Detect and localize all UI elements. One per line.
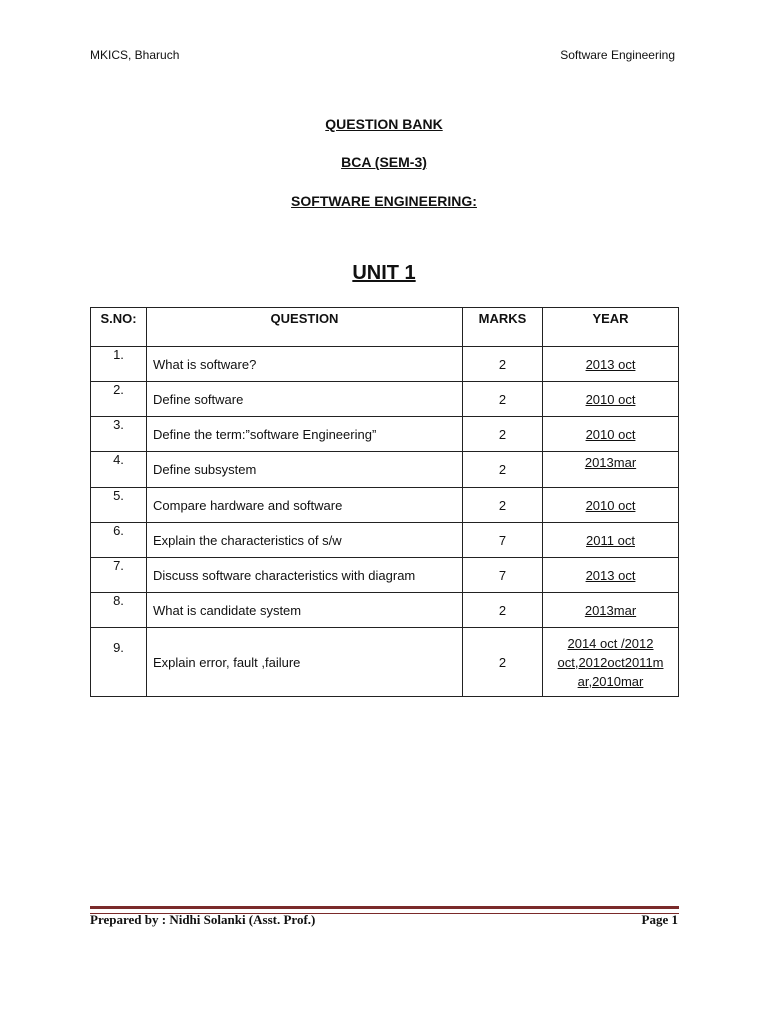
row-marks: 2: [463, 382, 543, 417]
title-question-bank: QUESTION BANK: [325, 116, 443, 132]
table-row: [91, 628, 679, 697]
header-marks: MARKS: [463, 308, 543, 347]
table-row: [91, 382, 679, 417]
table-row: [91, 593, 679, 628]
row-year: 2013 oct: [543, 347, 679, 382]
footer-author: Prepared by : Nidhi Solanki (Asst. Prof.): [90, 912, 316, 927]
row-question: Explain error, fault ,failure: [147, 628, 463, 697]
row-marks: 2: [463, 628, 543, 697]
row-sno: 6.: [91, 523, 147, 558]
title-subject: SOFTWARE ENGINEERING:: [291, 193, 477, 209]
header-question: QUESTION: [147, 308, 463, 347]
table-row: [91, 417, 679, 452]
row-year: 2011 oct: [543, 523, 679, 558]
row-marks: 2: [463, 347, 543, 382]
row-marks: 2: [463, 417, 543, 452]
row-sno: 2.: [91, 382, 147, 417]
row-question: Define the term:”software Engineering”: [147, 417, 463, 452]
table-row: [91, 452, 679, 488]
row-sno: 5.: [91, 488, 147, 523]
row-marks: 7: [463, 523, 543, 558]
row-year: 2010 oct: [543, 382, 679, 417]
row-sno: 4.: [91, 452, 147, 488]
row-marks: 7: [463, 558, 543, 593]
question-table: [90, 307, 679, 697]
row-sno: 9.: [91, 628, 147, 697]
row-question: Explain the characteristics of s/w: [147, 523, 463, 558]
table-row: [91, 558, 679, 593]
row-sno: 3.: [91, 417, 147, 452]
header-year: YEAR: [543, 308, 679, 347]
row-sno: 8.: [91, 593, 147, 628]
row-year: 2014 oct /2012 oct,2012oct2011m ar,2010mar: [543, 628, 679, 697]
unit-title: UNIT 1: [352, 262, 416, 284]
row-year: 2013mar: [543, 593, 679, 628]
row-year: 2010 oct: [543, 488, 679, 523]
row-question: Define subsystem: [147, 452, 463, 488]
table-row: [91, 488, 679, 523]
row-question: What is software?: [147, 347, 463, 382]
table-row: [91, 523, 679, 558]
row-year: 2013mar: [543, 452, 679, 488]
row-sno: 1.: [91, 347, 147, 382]
table-header-row: [91, 308, 679, 347]
row-question: Discuss software characteristics with diagram: [147, 558, 463, 593]
row-year: 2013 oct: [543, 558, 679, 593]
row-question: What is candidate system: [147, 593, 463, 628]
row-sno: 7.: [91, 558, 147, 593]
footer-page-number: Page 1: [641, 912, 678, 927]
row-marks: 2: [463, 452, 543, 488]
header-institution: MKICS, Bharuch: [90, 48, 180, 62]
row-marks: 2: [463, 593, 543, 628]
row-year: 2010 oct: [543, 417, 679, 452]
row-marks: 2: [463, 488, 543, 523]
header-subject: Software Engineering: [560, 48, 675, 62]
header-sno: S.NO:: [91, 308, 147, 347]
title-course: BCA (SEM-3): [341, 154, 427, 170]
row-question: Compare hardware and software: [147, 488, 463, 523]
table-row: [91, 347, 679, 382]
row-question: Define software: [147, 382, 463, 417]
